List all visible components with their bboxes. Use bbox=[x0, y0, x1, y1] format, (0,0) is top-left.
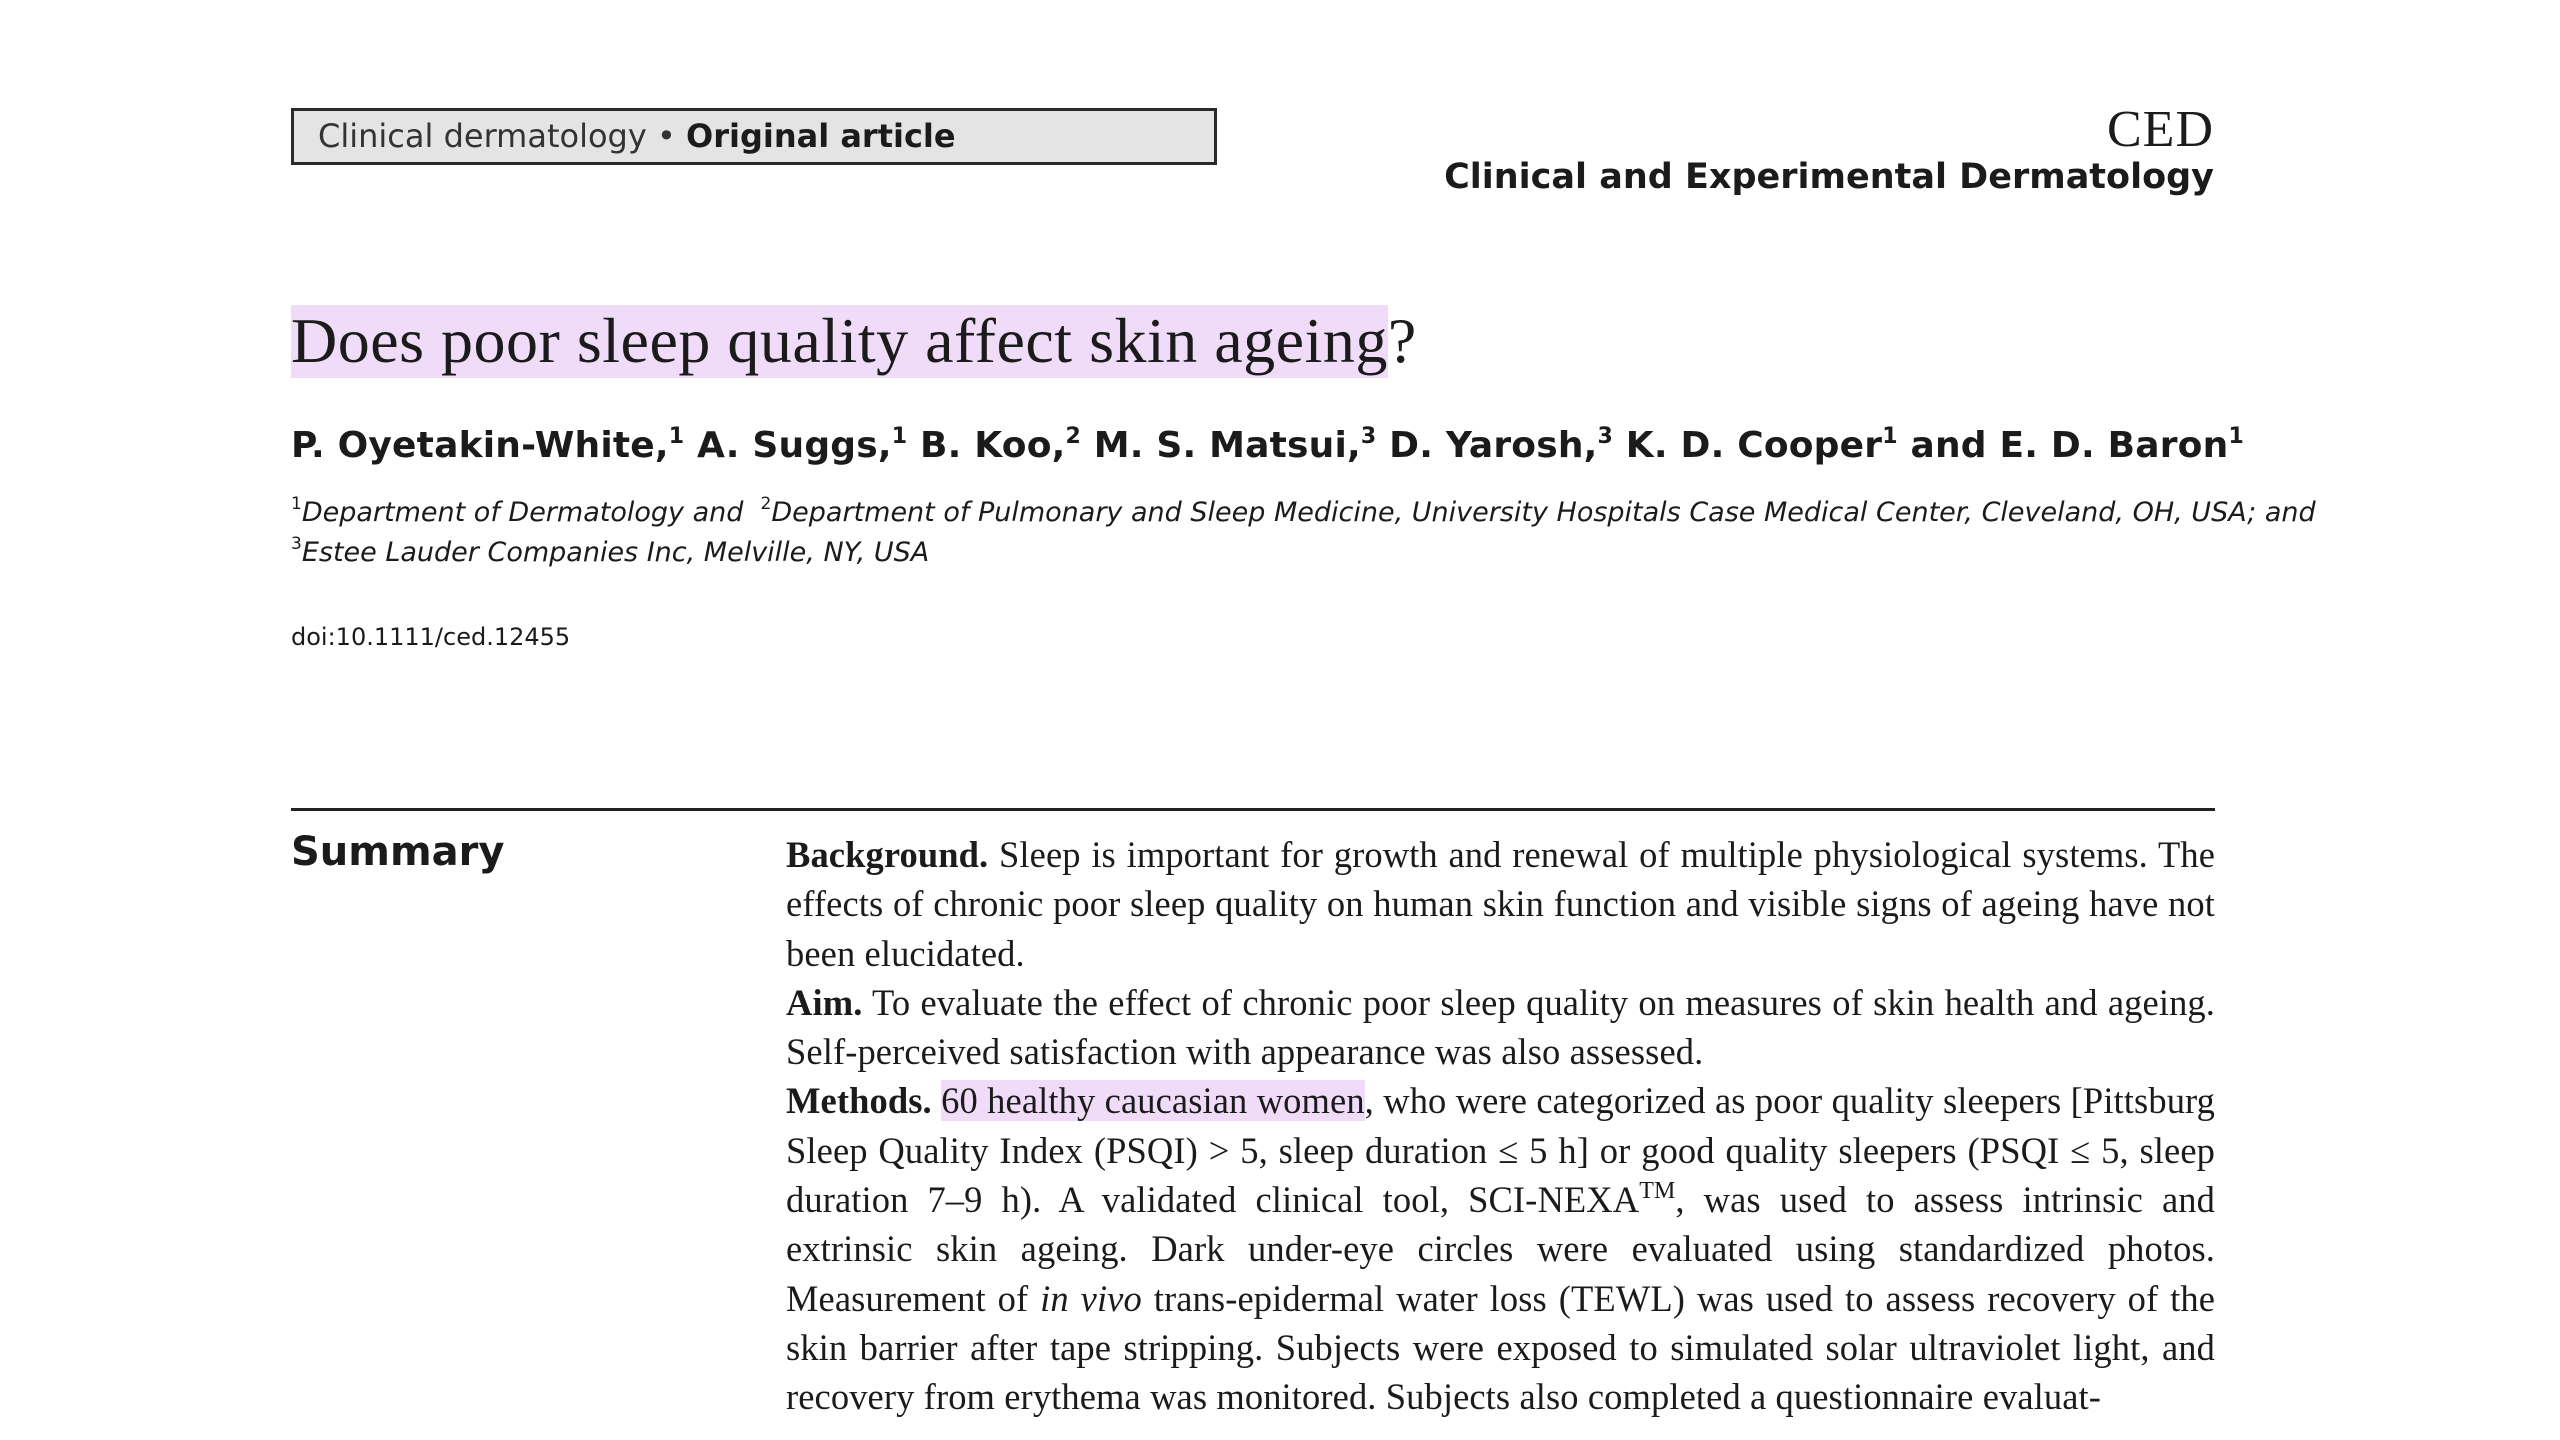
methods-italic-term: in vivo bbox=[1040, 1277, 1142, 1319]
journal-abbreviation: CED bbox=[2107, 101, 2214, 158]
author-name: B. Koo, bbox=[920, 425, 1066, 466]
affiliation-text: Department of Dermatology and bbox=[301, 497, 744, 528]
methods-highlighted-text[interactable]: 60 healthy caucasian women bbox=[941, 1080, 1365, 1122]
author-affiliation-number: 1 bbox=[2228, 424, 2244, 449]
affiliation-line bbox=[291, 535, 929, 571]
author-name: A. Suggs, bbox=[697, 425, 892, 466]
trademark-superscript: TM bbox=[1639, 1178, 1676, 1205]
section-label-text: Clinical dermatology • bbox=[318, 117, 676, 155]
author-affiliation-number: 1 bbox=[1882, 424, 1898, 449]
doi-link[interactable]: doi:10.1111/ced.12455 bbox=[291, 623, 571, 651]
author-affiliation-number: 3 bbox=[1597, 424, 1614, 449]
affiliation-number: 3 bbox=[291, 534, 302, 554]
article-title bbox=[291, 305, 1417, 377]
affiliation-line bbox=[291, 495, 2316, 531]
methods-label: Methods. bbox=[786, 1080, 932, 1122]
author-list bbox=[291, 424, 2244, 468]
author-name: and E. D. Baron bbox=[1910, 425, 2229, 466]
background-text: Sleep is important for growth and renewal of multiple physiological systems. The effects of chronic poor sleep quality on human skin function and visible signs of ageing have not been elucidated. bbox=[786, 834, 2215, 974]
affiliation-text: Estee Lauder Companies Inc, Melville, NY, USA bbox=[301, 537, 930, 568]
author-affiliation-number: 1 bbox=[668, 424, 685, 449]
author-affiliation-number: 1 bbox=[891, 424, 908, 449]
methods-text: trans-epidermal water loss (TEWL) was used to assess recovery of the skin barrier after tape stripping. Subjects were exposed to simulated solar ultraviolet light, and recovery from erythema was monitored. Subjects also completed a questionnaire evaluat- bbox=[786, 1277, 2215, 1418]
summary-heading: Summary bbox=[291, 829, 505, 875]
aim-label: Aim. bbox=[786, 981, 863, 1023]
author-name: P. Oyetakin-White, bbox=[291, 425, 669, 466]
section-label-bold: Original article bbox=[686, 117, 956, 155]
section-divider bbox=[291, 808, 2215, 811]
abstract-aim-paragraph bbox=[786, 978, 2215, 1077]
author-name: K. D. Cooper bbox=[1625, 425, 1883, 466]
author-affiliation-number: 3 bbox=[1360, 424, 1377, 449]
abstract-body bbox=[786, 830, 2215, 1422]
title-highlighted-text[interactable]: Does poor sleep quality affect skin ageing bbox=[291, 305, 1388, 376]
author-name: D. Yarosh, bbox=[1389, 425, 1598, 466]
abstract-methods-paragraph bbox=[786, 1076, 2215, 1421]
title-end: ? bbox=[1387, 305, 1417, 376]
affiliation-number: 1 bbox=[291, 494, 302, 514]
journal-name: Clinical and Experimental Dermatology bbox=[1444, 157, 2214, 197]
section-label-box bbox=[291, 108, 1217, 165]
abstract-background-paragraph bbox=[786, 830, 2215, 978]
affiliation-text: Department of Pulmonary and Sleep Medicine, University Hospitals Case Medical Center, Cleveland, OH, USA; and bbox=[771, 497, 2316, 528]
author-affiliation-number: 2 bbox=[1065, 424, 1082, 449]
author-name: M. S. Matsui, bbox=[1093, 425, 1361, 466]
methods-text: , who were categorized as poor quality sleepers [Pittsburg Sleep Quality Index (PSQI) > 5, sleep duration ≤ 5 h] or good quality sleepers (PSQI ≤ 5, sleep duration 7–9 h). A validated clinical tool, SCI-NEXA bbox=[786, 1080, 2215, 1221]
background-label: Background. bbox=[786, 834, 989, 875]
methods-text: , was used to assess intrinsic and extrinsic skin ageing. Dark under-eye circles were evaluated using standardized photos. Measurement of bbox=[786, 1179, 2215, 1319]
aim-text: To evaluate the effect of chronic poor sleep quality on measures of skin health and ageing. Self-perceived satisfaction with appearance was also assessed. bbox=[786, 981, 2215, 1073]
affiliation-number: 2 bbox=[760, 494, 772, 514]
